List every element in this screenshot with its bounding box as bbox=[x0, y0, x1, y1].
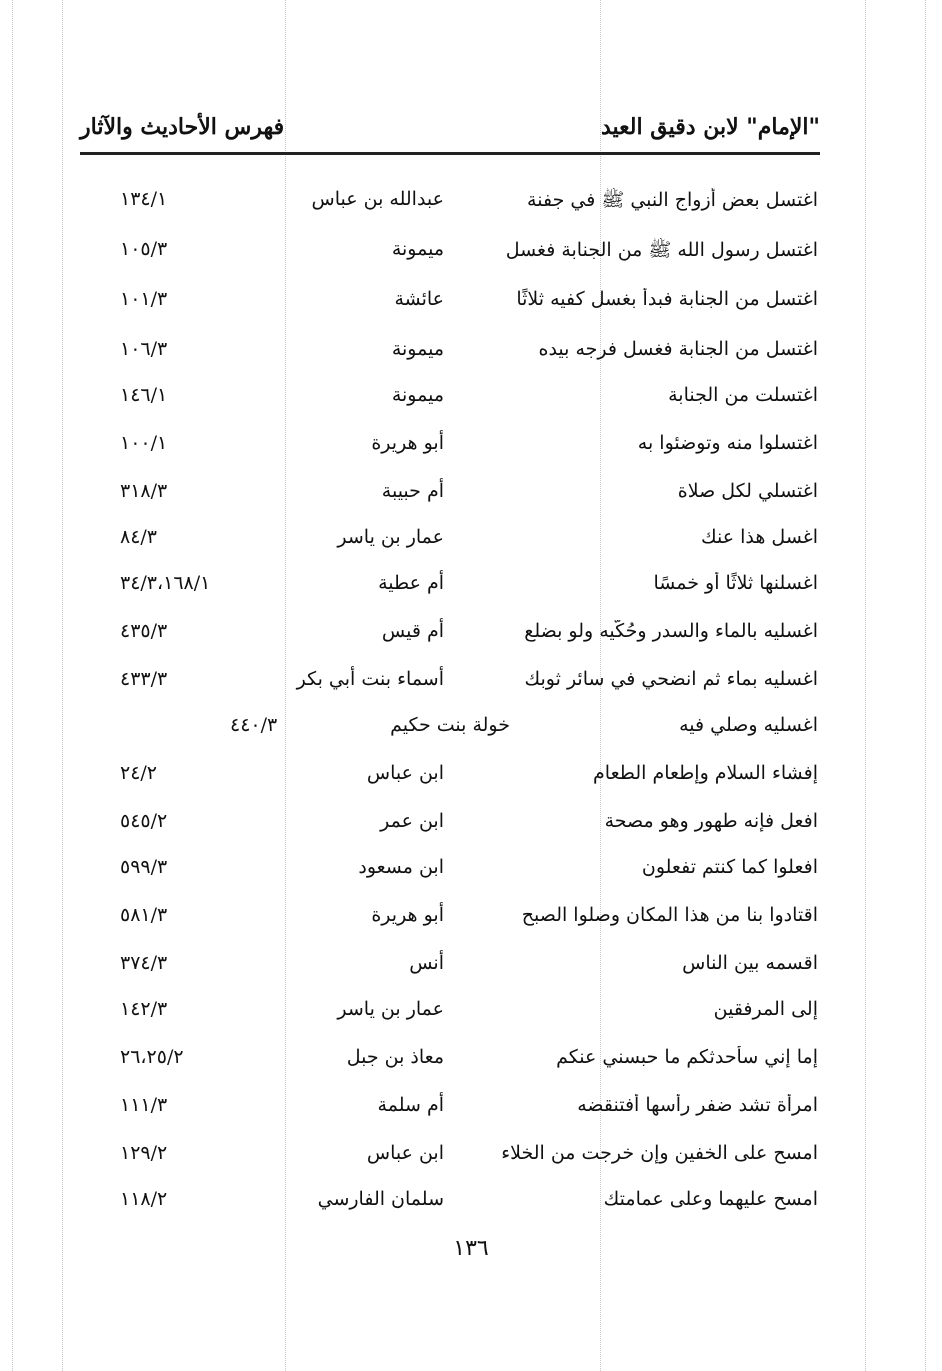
narrator: عمار بن ياسر bbox=[337, 526, 444, 548]
hadith-text: امرأة تشد ضفر رأسها أفتنقضه bbox=[577, 1094, 818, 1116]
hadith-text: اغتسل من الجنابة فغسل فرجه بيده bbox=[538, 338, 818, 360]
page-number: ١٣٦ bbox=[453, 1236, 489, 1261]
volume-page-ref: ٤٤٠/٣ bbox=[230, 714, 278, 736]
hadith-text: إلى المرفقين bbox=[713, 998, 818, 1020]
narrator: ابن عباس bbox=[366, 762, 444, 784]
narrator: أنس bbox=[409, 952, 444, 974]
hadith-text: اغتسل من الجنابة فبدأ بغسل كفيه ثلاثًا bbox=[516, 288, 818, 310]
narrator: أبو هريرة bbox=[371, 432, 444, 454]
index-entry bbox=[0, 1090, 942, 1130]
index-entry bbox=[0, 334, 942, 374]
narrator: ميمونة bbox=[391, 338, 444, 360]
section-title: فهرس الأحاديث والآثار bbox=[80, 114, 285, 140]
volume-page-ref: ١١١/٣ bbox=[120, 1094, 168, 1116]
narrator: أم حبيبة bbox=[381, 480, 444, 502]
hadith-text: اغتسلت من الجنابة bbox=[668, 384, 818, 406]
index-entry bbox=[0, 710, 942, 750]
hadith-text: افعل فإنه طهور وهو مصحة bbox=[604, 810, 818, 832]
index-entry bbox=[0, 1138, 942, 1178]
narrator: ميمونة bbox=[391, 384, 444, 406]
index-entry bbox=[0, 852, 942, 892]
narrator: ابن عباس bbox=[366, 1142, 444, 1164]
hadith-text: اغتسل رسول الله ﷺ من الجنابة فغسل bbox=[505, 239, 818, 261]
running-header bbox=[80, 112, 820, 155]
volume-page-ref: ٥٤٥/٢ bbox=[120, 810, 168, 832]
hadith-text: امسح عليهما وعلى عمامتك bbox=[603, 1188, 818, 1210]
hadith-text: افعلوا كما كنتم تفعلون bbox=[641, 856, 818, 878]
index-entry bbox=[0, 284, 942, 324]
index-entry bbox=[0, 234, 942, 274]
volume-page-ref: ١٠٦/٣ bbox=[120, 338, 168, 360]
volume-page-ref: ١٠٥/٣ bbox=[120, 238, 168, 260]
narrator: خولة بنت حكيم bbox=[390, 714, 510, 736]
index-entry bbox=[0, 1042, 942, 1082]
index-entry bbox=[0, 428, 942, 468]
index-entry bbox=[0, 758, 942, 798]
volume-page-ref: ١٢٩/٢ bbox=[120, 1142, 168, 1164]
volume-page-ref: ١١٨/٢ bbox=[120, 1188, 168, 1210]
index-entry bbox=[0, 806, 942, 846]
volume-page-ref: ٥٩٩/٣ bbox=[120, 856, 168, 878]
narrator: ميمونة bbox=[391, 238, 444, 260]
index-entry bbox=[0, 616, 942, 656]
volume-page-ref: ٣١٨/٣ bbox=[120, 480, 168, 502]
hadith-text: اغتسل بعض أزواج النبي ﷺ في جفنة bbox=[527, 189, 818, 211]
volume-page-ref: ٢٤/٢ bbox=[120, 762, 158, 784]
volume-page-ref: ٣٧٤/٣ bbox=[120, 952, 168, 974]
narrator: معاذ بن جبل bbox=[346, 1046, 444, 1068]
index-entry bbox=[0, 1184, 942, 1224]
volume-page-ref: ١٤٢/٣ bbox=[120, 998, 168, 1020]
hadith-text: اغتسلوا منه وتوضئوا به bbox=[637, 432, 818, 454]
narrator: عبدالله بن عباس bbox=[311, 188, 444, 210]
index-entry bbox=[0, 900, 942, 940]
narrator: ابن عمر bbox=[380, 810, 444, 832]
narrator: أم عطية bbox=[378, 572, 444, 594]
hadith-text: اغسل هذا عنك bbox=[701, 526, 818, 548]
volume-page-ref: ١٠٠/١ bbox=[120, 432, 168, 454]
index-entry bbox=[0, 568, 942, 608]
index-entry bbox=[0, 522, 942, 562]
volume-page-ref: ٤٣٣/٣ bbox=[120, 668, 168, 690]
narrator: عائشة bbox=[394, 288, 444, 310]
volume-page-ref: ٣٤/٣،١٦٨/١ bbox=[120, 572, 211, 594]
narrator: أسماء بنت أبي بكر bbox=[296, 668, 444, 690]
volume-page-ref: ١٤٦/١ bbox=[120, 384, 168, 406]
narrator: أم سلمة bbox=[377, 1094, 444, 1116]
narrator: ابن مسعود bbox=[358, 856, 444, 878]
hadith-text: اغسلنها ثلاثًا أو خمسًا bbox=[653, 572, 818, 594]
index-entry bbox=[0, 184, 942, 224]
book-title: "الإمام" لابن دقيق العيد bbox=[600, 114, 820, 140]
index-entry bbox=[0, 994, 942, 1034]
hadith-text: امسح على الخفين وإن خرجت من الخلاء bbox=[501, 1142, 818, 1164]
hadith-text: إفشاء السلام وإطعام الطعام bbox=[593, 762, 818, 784]
volume-page-ref: ٥٨١/٣ bbox=[120, 904, 168, 926]
hadith-text: اقسمه بين الناس bbox=[682, 952, 818, 974]
narrator: عمار بن ياسر bbox=[337, 998, 444, 1020]
volume-page-ref: ١٠١/٣ bbox=[120, 288, 168, 310]
hadith-text: اغسليه بالماء والسدر وحُكّيه ولو بضلع bbox=[524, 620, 818, 642]
volume-page-ref: ٨٤/٣ bbox=[120, 526, 158, 548]
volume-page-ref: ٤٣٥/٣ bbox=[120, 620, 168, 642]
narrator: سلمان الفارسي bbox=[317, 1188, 444, 1210]
index-entry bbox=[0, 948, 942, 988]
index-entry bbox=[0, 476, 942, 516]
index-entry bbox=[0, 380, 942, 420]
hadith-text: اغسليه بماء ثم انضحي في سائر ثوبك bbox=[524, 668, 818, 690]
hadith-text: اغسليه وصلي فيه bbox=[679, 714, 818, 736]
volume-page-ref: ١٣٤/١ bbox=[120, 188, 168, 210]
narrator: أبو هريرة bbox=[371, 904, 444, 926]
narrator: أم قيس bbox=[381, 620, 444, 642]
hadith-text: اقتادوا بنا من هذا المكان وصلوا الصبح bbox=[521, 904, 818, 926]
hadith-text: إما إني سأحدثكم ما حبسني عنكم bbox=[556, 1046, 818, 1068]
hadith-text: اغتسلي لكل صلاة bbox=[677, 480, 818, 502]
index-entry bbox=[0, 664, 942, 704]
volume-page-ref: ٢٦،٢٥/٢ bbox=[120, 1046, 184, 1068]
